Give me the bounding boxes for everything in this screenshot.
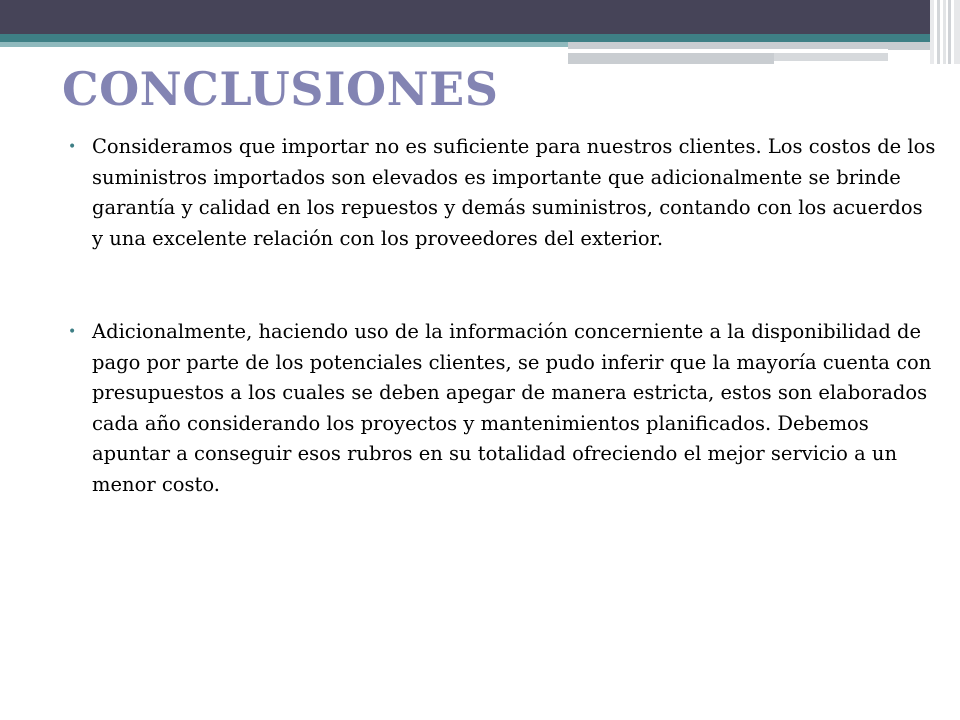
bullet-dot-icon: •: [68, 139, 77, 155]
bullet-text: Adicionalmente, haciendo uso de la información concerniente a la disponibilidad de pago por parte de los potenciales clientes, se pudo inferir que la mayoría cuenta con presupuestos a los cuales se deben apegar de manera estricta, estos son elaborados cada año considerando los proyectos y mantenimientos planificados. Debemos apuntar a conseguir esos rubros en su totalidad ofreciendo el mejor servicio a un menor costo.: [92, 320, 932, 496]
header-grey-band-lower: [568, 53, 774, 64]
bullet-list: [68, 132, 938, 500]
bullet-text: Consideramos que importar no es suficiente para nuestros clientes. Los costos de los suministros importados son elevados es importante que adicionalmente se brinde garantía y calidad en los repuestos y demás suministros, contando con los acuerdos y una excelente relación con los proveedores del exterior.: [92, 135, 936, 250]
header-grey-band-right: [774, 53, 888, 61]
header-teal-band: [0, 34, 960, 42]
bullet-item: [68, 132, 938, 254]
bullet-dot-icon: •: [68, 324, 77, 340]
bullet-item: [68, 317, 938, 500]
slide-title: CONCLUSIONES: [62, 62, 499, 116]
header-dark-band: [0, 0, 960, 34]
header-white-line: [568, 49, 888, 52]
header-teal-light-band: [0, 42, 568, 47]
header-edge-stripes: [930, 0, 960, 64]
